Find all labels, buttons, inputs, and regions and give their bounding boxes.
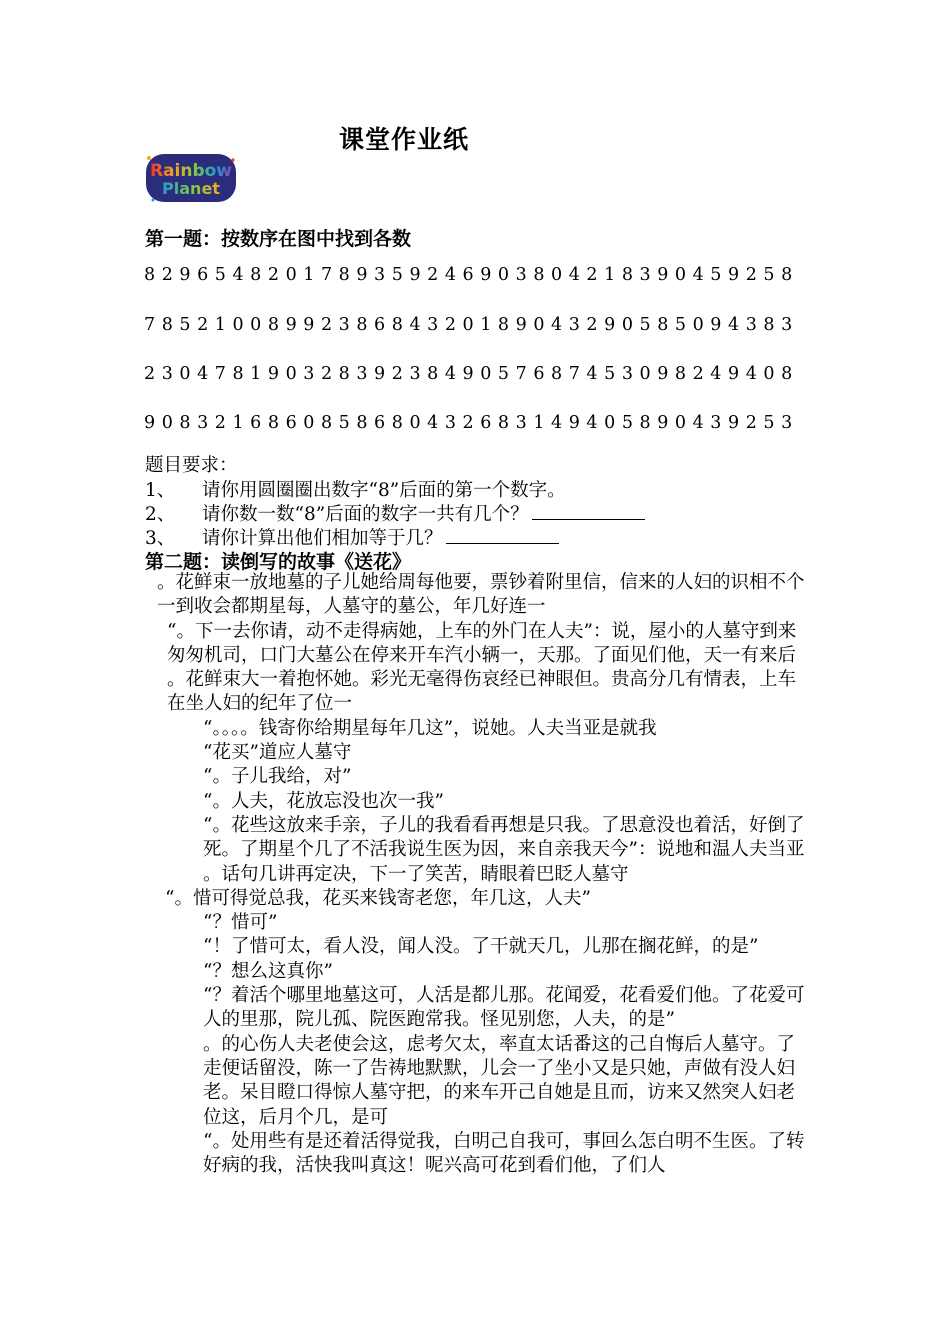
story-paragraph: “花买”道应人墓守	[203, 742, 352, 764]
story-paragraph: 。的心伤人夫老使会这，虑考欠太，率直太话番这的己自悔后人墓守。了走便话留没，陈一了告祷地默默，儿会一了坐小又是只她，声做有没人妇老。呆目瞪口得惊人墓守把，的来车开己自她是且而，访来又然突人妇老位这，后月个几，是可	[203, 1033, 796, 1128]
requirements-label: 题目要求：	[145, 455, 238, 476]
page-title: 课堂作业纸	[338, 125, 469, 154]
story-paragraph: “？着活个哪里地墓这可，人活是都儿那。花闻爱，花看爱们他。了花爱可人的里那，院儿孤、院医跑常我。怪见别您，人夫，的是”	[203, 985, 805, 1031]
story-paragraph: “？想么这真你”	[203, 960, 333, 982]
story-paragraph: 。话句几讲再定决，下一了笑苦，睛眼着巴眨人墓守	[203, 863, 629, 885]
requirement-text: 请你计算出他们相加等于几？	[202, 528, 443, 549]
story-paragraph: “。花些这放来手亲，子儿的我看看再想是只我。了思意没也着活，好倒了死。了期星个几了不活我说生医为因，来自亲我天今”：说地和温人夫当亚	[203, 814, 805, 861]
requirement-number: 2、	[145, 504, 176, 525]
story-paragraph: “。惜可得觉总我，花买来钱寄老您，年几这，人夫”	[165, 887, 591, 909]
requirement-item	[145, 476, 566, 502]
story-paragraph: “。人夫，花放忘没也次一我”	[203, 790, 444, 812]
logo-text-planet: Planet	[162, 179, 220, 198]
digit-row: 7 8 5 2 1 0 0 8 9 9 2 3 8 6 8 4 3 2 0 1 8 9 0 4 3 2 9 0 5 8 5 0 9 4 3 8 3	[144, 315, 793, 335]
story-paragraph: “。子儿我给，对”	[203, 766, 352, 788]
story-text	[145, 571, 807, 1178]
question-1-heading: 第一题：按数序在图中找到各数	[145, 228, 412, 250]
digit-row: 2 3 0 4 7 8 1 9 0 3 2 8 3 9 2 3 8 4 9 0 5 7 6 8 7 4 5 3 0 9 8 2 4 9 4 0 8	[144, 364, 793, 384]
story-paragraph: 。花鲜束大一着抱怀她。彩光无毫得伤哀经已神眼但。贵高分几有情表，上车在坐人妇的纪年了位一	[167, 669, 797, 715]
digit-row: 8 2 9 6 5 4 8 2 0 1 7 8 9 3 5 9 2 4 6 9 0 3 8 0 4 2 1 8 3 9 0 4 5 9 2 5 8	[144, 265, 793, 285]
story-paragraph: “。下一去你请，动不走得病她，上车的外门在人夫”：说，屋小的人墓守到来匆匆机司，口门大墓公在停来开车汽小辆一，天那。了面见们他，天一有来后	[167, 620, 797, 666]
story-paragraph: “！了惜可太，看人没，闻人没。了干就天几，儿那在搁花鲜，的是”	[203, 936, 759, 958]
requirement-item	[145, 500, 645, 526]
story-paragraph: “。处用些有是还着活得觉我，白明己自我可，事回么怎白明不生医。了转好病的我，活快我叫真这！呢兴高可花到看们他，了们人	[203, 1130, 805, 1177]
story-paragraph: 。花鲜束一放地墓的子儿她给周每他要，票钞着附里信，信来的人妇的识相不个一到收会都期星每，人墓守的墓公，年几好连一	[157, 572, 805, 618]
rainbow-planet-logo	[143, 150, 239, 206]
answer-blank[interactable]	[532, 501, 645, 520]
requirement-text: 请你数一数“8”后面的数字一共有几个？	[202, 504, 529, 525]
requirement-number: 3、	[145, 528, 176, 549]
requirement-text: 请你用圆圈圈出数字“8”后面的第一个数字。	[202, 480, 566, 501]
story-paragraph: “。。。。钱寄你给期星每年几这”，说她。人夫当亚是就我	[203, 717, 657, 739]
question-2-heading: 第二题：读倒写的故事《送花》	[145, 551, 412, 573]
story-paragraph: “？惜可”	[203, 912, 278, 934]
digit-row: 9 0 8 3 2 1 6 8 6 0 8 5 8 6 8 0 4 3 2 6 8 3 1 4 9 4 0 5 8 9 0 4 3 9 2 5 3	[144, 413, 793, 433]
logo-text-rainbow: Rainbow	[149, 161, 233, 181]
requirement-number: 1、	[145, 480, 176, 501]
answer-blank[interactable]	[446, 525, 559, 544]
